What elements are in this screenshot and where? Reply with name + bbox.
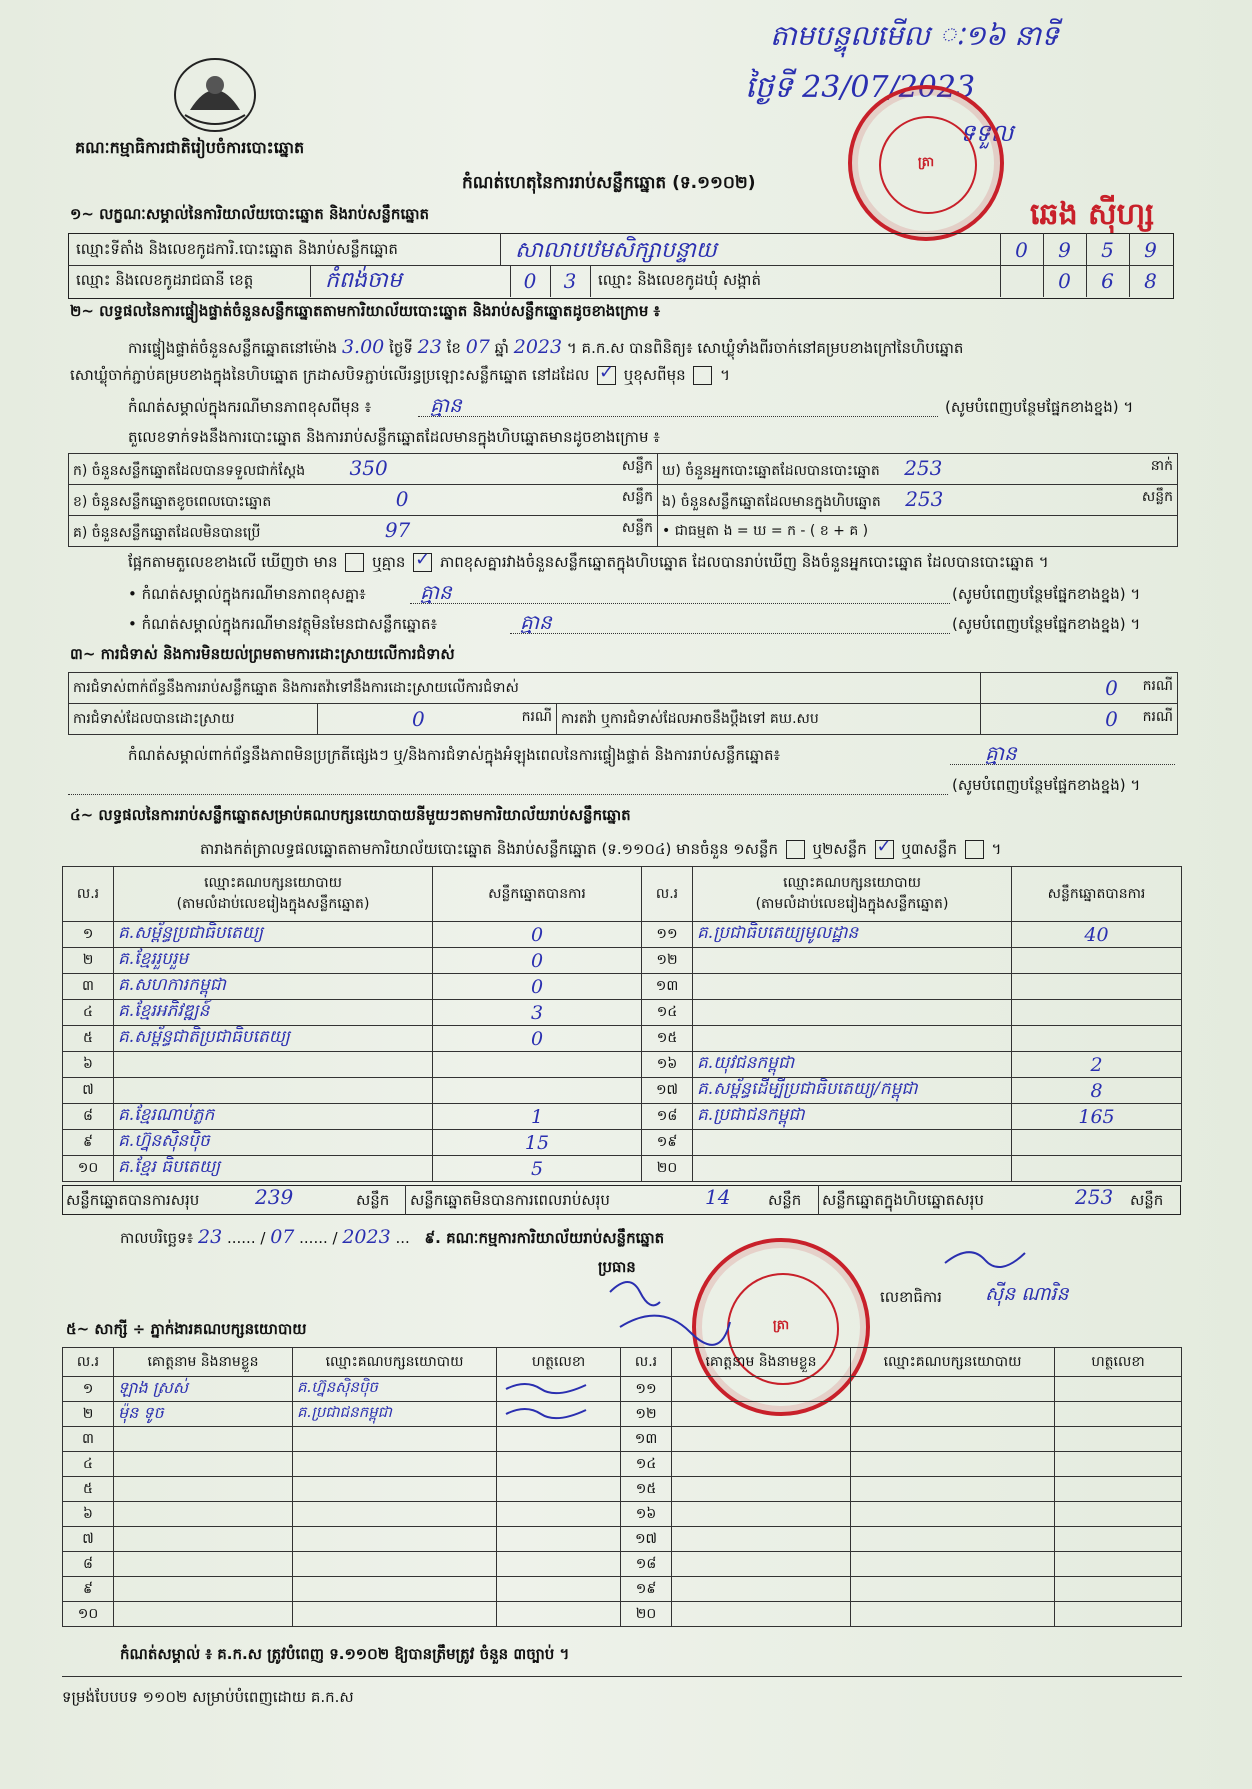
verify-line-2: សោឃ្លុំចាក់ភ្ជាប់គម្របខាងក្នុងនៃហិបឆ្នោត ក្រដាសបិទភ្ជាប់លើរន្ធប្រឡោះសន្លឹកឆ្នោត នៅដដែល ✓ ឬខុសពីមុន ។ <box>70 366 730 388</box>
section3-note-label: កំណត់សម្គាល់ពាក់ព័ន្ធនឹងភាពមិនប្រក្រតីផ្សេងៗ ឬ/និងការជំទាស់ក្នុងអំឡុងពេលនៃការផ្ទៀងផ្ទាត់ និងការរាប់សន្លឹកឆ្នោត៖ <box>128 746 781 764</box>
three-sheet-checkbox[interactable] <box>965 840 984 859</box>
table-cell <box>1055 1552 1182 1577</box>
table-cell <box>693 974 1012 1000</box>
table-row <box>63 1000 1182 1026</box>
table-cell <box>497 1502 621 1527</box>
table-cell <box>693 1130 1012 1156</box>
table-cell: ១២ <box>621 1402 672 1427</box>
table-cell: គ.ខ្មែរណាប់ភ្លក <box>114 1104 433 1130</box>
diff-line: ផ្អែកតាមតួលេខខាងលើ ឃើញថា មាន ឬគ្មាន ✓ ភាពខុសគ្នារវាងចំនួនសន្លឹកឆ្នោតក្នុងហិបឆ្នោត ដែលបានរាប់ឃើញ និងចំនួនអ្នកបោះឆ្នោត ដែលបានបោះឆ្នោត ។ <box>128 553 1049 575</box>
table-cell <box>672 1527 851 1552</box>
table-cell <box>1055 1427 1182 1452</box>
table-row <box>63 1104 1182 1130</box>
table-row <box>63 1452 1182 1477</box>
handwritten-red-name: ឆេង ស៊ីហ្ស <box>1030 197 1155 232</box>
table-row: គ) ចំនួនសន្លឹកឆ្នោតដែលមិនបានប្រើ 97 សន្លឹក • ជាធម្មតា ង = ឃ = ក - ( ខ + គ ) <box>69 516 1178 547</box>
fill-hint-4: (សូមបំពេញបន្ថែមផ្នែកខាងខ្នង) ។ <box>952 776 1141 794</box>
section4-heading: ៤~ លទ្ធផលនៃការរាប់សន្លឹកឆ្នោតសម្រាប់គណបក្សនយោបាយនីមួយៗតាមការិយាល័យរាប់សន្លឹកឆ្នោត <box>70 806 631 824</box>
table-row <box>63 1156 1182 1182</box>
date-month: 07 <box>270 1226 295 1248</box>
objection-resolved: 0 <box>412 707 425 731</box>
table-cell: គ.សម្ព័ន្ធដើម្បីប្រជាធិបតេយ្យ/កម្ពុជា <box>693 1078 1012 1104</box>
table-cell <box>672 1602 851 1627</box>
has-diff-checkbox[interactable] <box>345 553 364 572</box>
province-label: ឈ្មោះ និងលេខកូដរាជធានី ខេត្ត <box>76 271 254 289</box>
table-cell <box>497 1577 621 1602</box>
commune-code-2: 6 <box>1101 269 1114 293</box>
table-cell <box>114 1427 293 1452</box>
witness-table: ល.រ គោត្តនាម និងនាមខ្លួន ឈ្មោះគណបក្សនយោបាយ ហត្ថលេខា ល.រ គោត្តនាម និងនាមខ្លួន ឈ្មោះគណបក្សនយោបាយ ហត្ថលេខា ១ ឡាង ស្រស់ គ.ហ្វ៊ុនស៊ិនប៉ិច ១១ ២ ម៉ុន ទូច គ.ប្រជាជនកម្ពុជា ១២ ៣ ១៣ ៤ ១៤ ៥ ១៥ ៦ ១៦ ៧ ១៧ ៨ ១៨ ៩ ១៩ ១០ ២០ <box>62 1347 1182 1627</box>
table-cell <box>1012 974 1182 1000</box>
table-cell <box>114 1477 293 1502</box>
table-cell <box>114 1078 433 1104</box>
table-cell: គ.ហ្វ៊ុនស៊ិនប៉ិច <box>114 1130 433 1156</box>
table-cell <box>1012 948 1182 974</box>
table-cell <box>497 1377 621 1402</box>
station-code-4: 9 <box>1144 238 1157 262</box>
note2-value: គ្មាន <box>420 580 452 604</box>
table-cell <box>851 1527 1055 1552</box>
table-cell: ៥ <box>63 1477 114 1502</box>
document-page: គណៈកម្មាធិការជាតិរៀបចំការបោះឆ្នោត កំណត់ហេតុនៃការរាប់សន្លឹកឆ្នោត (ទ.១១០២) តាមបន្ទុលមើល ៈ១៦ នាទី ថ្ងៃទី 23/07/2023 ទទួល ត្រា ឆេង ស៊ីហ្ស ១~ លក្ខណៈសម្គាល់នៃការិយាល័យបោះឆ្នោត និងរាប់សន្លឹកឆ្នោត ឈ្មោះទីតាំង និងលេខកូដការិ.បោះឆ្នោត និងរាប់សន្លឹកឆ្នោត សាលាបឋមសិក្សាបន្ទាយ 0 9 5 9 ឈ្មោះ និងលេខកូដរាជធានី ខេត្ត កំពង់ចាម 0 3 ឈ្មោះ និងលេខកូដឃុំ សង្កាត់ 0 6 8 ២~ លទ្ធផលនៃការផ្ទៀងផ្ទាត់ចំនួនសន្លឹកឆ្នោតតាមការិយាល័យបោះឆ្នោត និងរាប់សន្លឹកឆ្នោតដូចខាងក្រោម ៖ ការផ្ទៀងផ្ទាត់ចំនួនសន្លឹកឆ្នោតនៅម៉ោង 3.00 ថ្ងៃទី 23 ខែ 07 ឆ្នាំ 2023 ។ គ.ក.ស បានពិនិត្យ៖ សោឃ្លុំទាំងពីរចាក់នៅគម្របខាងក្រៅនៃហិបឆ្នោត សោឃ្លុំចាក់ភ្ជាប់គម្របខាងក្នុងនៃហិបឆ្នោត ក្រដាសបិទភ្ជាប់លើរន្ធប្រឡោះសន្លឹកឆ្នោត នៅដដែល ✓ ឬខុសពីមុន ។ កំណត់សម្គាល់ក្នុងករណីមានភាពខុសពីមុន ៖ គ្មាន (សូមបំពេញបន្ថែមផ្នែកខាងខ្នង) ។ តួលេខទាក់ទងនឹងការបោះឆ្នោត និងការរាប់សន្លឹកឆ្នោតដែលមានក្នុងហិបឆ្នោតមានដូចខាងក្រោម ៖ ក) ចំនួនសន្លឹកឆ្នោតដែលបានទទួលជាក់ស្ដែង 350 សន្លឹក ឃ) ចំនួនអ្នកបោះឆ្នោតដែលបានបោះឆ្នោត 253 នាក់ ខ) ចំនួនសន្លឹកឆ្នោតខូចពេលបោះឆ្នោត 0 សន្លឹក ង) ចំនួនសន្លឹកឆ្នោតដែលមានក្នុងហិបឆ្នោត 253 សន្លឹក គ) ចំនួនសន្លឹកឆ្នោតដែលមិនបានប្រើ 97 សន្លឹក • ជាធម្មតា ង = ឃ = ក - ( ខ + គ ) ផ្អែកតាមតួលេខខាងលើ ឃើញថា មាន ឬគ្មាន ✓ ភាពខុសគ្នារវាងចំនួនសន្លឹកឆ្នោតក្នុងហិបឆ្នោត ដែលបានរាប់ឃើញ និងចំនួនអ្នកបោះឆ្នោត ដែលបានបោះឆ្នោត ។ • កំណត់សម្គាល់ក្នុងករណីមានភាពខុសគ្នា៖ គ្មាន (សូមបំពេញបន្ថែមផ្នែកខាងខ្នង) ។ • កំណត់សម្គាល់ក្នុងករណីមានវត្ថុមិនមែនជាសន្លឹកឆ្នោត៖ គ្មាន (សូមបំពេញបន្ថែមផ្នែកខាងខ្នង) ។ ៣~ ការជំទាស់ និងការមិនយល់ព្រមតាមការដោះស្រាយលើការជំទាស់ ការជំទាស់ពាក់ព័ន្ធនឹងការរាប់សន្លឹកឆ្នោត និងការតវ៉ាទៅនឹងការដោះស្រាយលើការជំទាស់ 0 ករណី ការជំទាស់ដែលបានដោះស្រាយ 0 ករណី ការតវ៉ា ឬការជំទាស់ដែលអាចនឹងប្ដឹងទៅ គឃ.សប 0 ករណី កំណត់សម្គាល់ពាក់ព័ន្ធនឹងភាពមិនប្រក្រតីផ្សេងៗ ឬ/និងការជំទាស់ក្នុងអំឡុងពេលនៃការផ្ទៀងផ្ទាត់ និងការរាប់សន្លឹកឆ្នោត៖ គ្មាន (សូមបំពេញបន្ថែមផ្នែកខាងខ្នង) ។ ៤~ លទ្ធផលនៃការរាប់សន្លឹកឆ្នោតសម្រាប់គណបក្សនយោបាយនីមួយៗតាមការិយាល័យរាប់សន្លឹកឆ្នោត តារាងកត់ត្រាលទ្ធផលឆ្នោតតាមការិយាល័យបោះឆ្នោត និងរាប់សន្លឹកឆ្នោត (ទ.១១០៤) មានចំនួន ១សន្លឹក ឬ២សន្លឹក ✓ ឬ៣សន្លឹក ។ ល.រ ឈ្មោះគណបក្សនយោបាយ (តាមលំដាប់លេខរៀងក្នុងសន្លឹកឆ្នោត) សន្លឹកឆ្នោតបានការ ល.រ ឈ្មោះគណបក្សនយោបាយ (តាមលំដាប់លេខរៀងក្នុងសន្លឹកឆ្នោត) សន្លឹកឆ្នោតបានការ ១ គ.សម្ព័ន្ធប្រជាធិបតេយ្យ 0 ១១ គ.ប្រជាធិបតេយ្យមូលដ្ឋាន 40 ២ គ.ខ្មែររួបរួម 0 ១២ ៣ គ.សហការកម្ពុជា 0 ១៣ ៤ គ.ខ្មែរអភិវឌ្ឍន៍ 3 ១៤ ៥ គ.សម្ព័ន្ធជាតិប្រជាធិបតេយ្យ 0 ១៥ ៦ ១៦ គ.យុវជនកម្ពុជា 2 ៧ ១៧ គ.សម្ព័ន្ធដើម្បីប្រជាធិបតេយ្យ/កម្ពុជា 8 ៨ គ.ខ្មែរណាប់ភ្លក 1 ១៨ គ.ប្រជាជនកម្ពុជា 165 ៩ គ.ហ្វ៊ុនស៊ិនប៉ិច 15 ១៩ ១០ គ.ខ្មែរ ធិបតេយ្យ 5 ២០ សន្លឹកឆ្នោតបានការសរុប 239 សន្លឹក សន្លឹកឆ្នោតមិនបានការពេលរាប់សរុប 14 សន្លឹក សន្លឹកឆ្នោតក្នុងហិបឆ្នោតសរុប 253 សន្លឹក កាលបរិច្ឆេទ៖ 23 ...... / 07 ...... / 2023 ... ៩. គណៈកម្មការការិយាល័យរាប់សន្លឹកឆ្នោត ត្រា ប្រធាន លេខាធិការ ស៊ីន ណារិន ៥~ សាក្សី ÷ ភ្នាក់ងារគណបក្សនយោបាយ ល.រ គោត្តនាម និងនាមខ្លួន ឈ្មោះគណបក្សនយោបាយ ហត្ថលេខា ល.រ គោត្តនាម និងនាមខ្លួន ឈ្មោះគណបក្សនយោបាយ ហត្ថលេខា ១ ឡាង ស្រស់ គ.ហ្វ៊ុនស៊ិនប៉ិច ១១ ២ ម៉ុន ទូច គ.ប្រជាជនកម្ពុជា ១២ ៣ ១៣ ៤ ១៤ ៥ ១៥ ៦ ១៦ ៧ ១៧ ៨ ១៨ ៩ ១៩ ១០ ២០ កំណត់សម្គាល់ ៖ គ.ក.ស ត្រូវបំពេញ ទ.១១០២ ឱ្យបានត្រឹមត្រូវ ចំនួន ៣ច្បាប់ ។ ទម្រង់បែបបទ ១១០២ សម្រាប់បំពេញដោយ គ.ក.ស <box>0 0 1252 1789</box>
table-cell: 165 <box>1012 1104 1182 1130</box>
table-cell <box>851 1552 1055 1577</box>
table-row <box>63 1026 1182 1052</box>
date-year: 2023 <box>342 1226 391 1248</box>
red-stamp-bottom: ត្រា <box>692 1238 870 1416</box>
table-cell: ៩ <box>63 1130 114 1156</box>
table-cell <box>851 1477 1055 1502</box>
table-cell: គ.ខ្មែររួបរួម <box>114 948 433 974</box>
table-row <box>63 1552 1182 1577</box>
table-cell: ៧ <box>63 1078 114 1104</box>
total-valid-value: 239 <box>255 1185 294 1209</box>
two-sheet-checkbox[interactable] <box>875 840 894 859</box>
table-row: ការជំទាស់ពាក់ព័ន្ធនឹងការរាប់សន្លឹកឆ្នោត និងការតវ៉ាទៅនឹងការដោះស្រាយលើការជំទាស់ 0 ករណី <box>69 673 1178 704</box>
footnote: កំណត់សម្គាល់ ៖ គ.ក.ស ត្រូវបំពេញ ទ.១១០២ ឱ្យបានត្រឹមត្រូវ ចំនួន ៣ច្បាប់ ។ <box>120 1645 570 1663</box>
table-cell <box>1012 1000 1182 1026</box>
total-invalid-label: សន្លឹកឆ្នោតមិនបានការពេលរាប់សរុប <box>410 1191 610 1209</box>
table-cell: ៣ <box>63 974 114 1000</box>
table-cell <box>1055 1577 1182 1602</box>
province-name: កំពង់ចាម <box>325 268 402 293</box>
secretary-name: ស៊ីន ណារិន <box>985 1283 1069 1305</box>
table-cell <box>1055 1452 1182 1477</box>
table-cell <box>293 1577 497 1602</box>
fill-hint-3: (សូមបំពេញបន្ថែមផ្នែកខាងខ្នង) ។ <box>952 615 1141 633</box>
table-cell: ៦ <box>63 1502 114 1527</box>
table-cell <box>293 1527 497 1552</box>
verify-line-1: ការផ្ទៀងផ្ទាត់ចំនួនសន្លឹកឆ្នោតនៅម៉ោង 3.00 ថ្ងៃទី 23 ខែ 07 ឆ្នាំ 2023 ។ គ.ក.ស បានពិនិត្យ៖ សោឃ្លុំទាំងពីរចាក់នៅគម្របខាងក្រៅនៃហិបឆ្នោត <box>128 336 964 358</box>
table-cell: ២ <box>63 948 114 974</box>
totals-row <box>62 1185 1181 1215</box>
party-results-table: ល.រ ឈ្មោះគណបក្សនយោបាយ (តាមលំដាប់លេខរៀងក្នុងសន្លឹកឆ្នោត) សន្លឹកឆ្នោតបានការ ល.រ ឈ្មោះគណបក្សនយោបាយ (តាមលំដាប់លេខរៀងក្នុងសន្លឹកឆ្នោត) សន្លឹកឆ្នោតបានការ ១ គ.សម្ព័ន្ធប្រជាធិបតេយ្យ 0 ១១ គ.ប្រជាធិបតេយ្យមូលដ្ឋាន 40 ២ គ.ខ្មែររួបរួម 0 ១២ ៣ គ.សហការកម្ពុជា 0 ១៣ ៤ គ.ខ្មែរអភិវឌ្ឍន៍ 3 ១៤ ៥ គ.សម្ព័ន្ធជាតិប្រជាធិបតេយ្យ 0 ១៥ ៦ ១៦ គ.យុវជនកម្ពុជា 2 ៧ ១៧ គ.សម្ព័ន្ធដើម្បីប្រជាធិបតេយ្យ/កម្ពុជា 8 ៨ គ.ខ្មែរណាប់ភ្លក 1 ១៨ គ.ប្រជាជនកម្ពុជា 165 ៩ គ.ហ្វ៊ុនស៊ិនប៉ិច 15 ១៩ ១០ គ.ខ្មែរ ធិបតេយ្យ 5 ២០ <box>62 866 1182 1182</box>
table-cell: គ.ហ្វ៊ុនស៊ិនប៉ិច <box>293 1377 497 1402</box>
table-row <box>63 1402 1182 1427</box>
table-cell: គ.ប្រជាជនកម្ពុជា <box>293 1402 497 1427</box>
table-cell: 0 <box>433 974 642 1000</box>
table-cell: គ.ប្រជាជនកម្ពុជា <box>693 1104 1012 1130</box>
table-cell: ៨ <box>63 1552 114 1577</box>
table-cell <box>1055 1527 1182 1552</box>
note3-label: • កំណត់សម្គាល់ក្នុងករណីមានវត្ថុមិនមែនជាសន្លឹកឆ្នោត៖ <box>128 615 438 633</box>
table-cell <box>1012 1156 1182 1182</box>
emblem-logo <box>170 55 260 135</box>
table-cell: ២០ <box>621 1602 672 1627</box>
table-cell <box>293 1552 497 1577</box>
table-row: ខ) ចំនួនសន្លឹកឆ្នោតខូចពេលបោះឆ្នោត 0 សន្លឹក ង) ចំនួនសន្លឹកឆ្នោតដែលមានក្នុងហិបឆ្នោត 253 សន្លឹក <box>69 485 1178 516</box>
table-cell <box>672 1477 851 1502</box>
table-cell <box>851 1502 1055 1527</box>
table-cell: ២០ <box>642 1156 693 1182</box>
red-stamp-top: ត្រា <box>848 85 1004 241</box>
table-cell: 15 <box>433 1130 642 1156</box>
table-row <box>63 1502 1182 1527</box>
table-cell <box>114 1502 293 1527</box>
witness-signature <box>501 1377 591 1397</box>
form-footer: ទម្រង់បែបបទ ១១០២ សម្រាប់បំពេញដោយ គ.ក.ស <box>62 1688 354 1706</box>
table-cell <box>114 1577 293 1602</box>
table-cell: ១៥ <box>621 1477 672 1502</box>
table-cell: គ.ប្រជាធិបតេយ្យមូលដ្ឋាន <box>693 922 1012 948</box>
table-cell <box>433 1052 642 1078</box>
table-row <box>63 1427 1182 1452</box>
total-box-label: សន្លឹកឆ្នោតក្នុងហិបឆ្នោតសរុប <box>822 1191 984 1209</box>
table-cell: 0 <box>433 948 642 974</box>
table-cell: 1 <box>433 1104 642 1130</box>
table-cell <box>1012 1026 1182 1052</box>
table-cell <box>114 1602 293 1627</box>
table-cell <box>497 1602 621 1627</box>
objection-appeal: 0 <box>1105 707 1118 731</box>
table-row <box>63 1602 1182 1627</box>
table-cell: ៥ <box>63 1026 114 1052</box>
station-code-1: 0 <box>1015 238 1028 262</box>
section3-note-value: គ្មាន <box>985 741 1017 765</box>
table-cell: 40 <box>1012 922 1182 948</box>
table-row <box>63 948 1182 974</box>
table-cell <box>114 1552 293 1577</box>
table-cell <box>114 1052 433 1078</box>
table-cell: ៨ <box>63 1104 114 1130</box>
table-row: ការជំទាស់ដែលបានដោះស្រាយ 0 ករណី ការតវ៉ា ឬការជំទាស់ដែលអាចនឹងប្ដឹងទៅ គឃ.សប 0 ករណី <box>69 704 1178 735</box>
section2-heading: ២~ លទ្ធផលនៃការផ្ទៀងផ្ទាត់ចំនួនសន្លឹកឆ្នោតតាមការិយាល័យបោះឆ្នោត និងរាប់សន្លឹកឆ្នោតដូចខាងក្រោម ៖ <box>70 302 661 320</box>
table-cell: ១២ <box>642 948 693 974</box>
verify-time: 3.00 <box>341 336 385 358</box>
table-cell <box>1012 1130 1182 1156</box>
chair-signature <box>600 1272 740 1352</box>
table-cell: 0 <box>433 1026 642 1052</box>
handwritten-note-2: ថ្ងៃទី 23/07/2023 <box>745 70 976 105</box>
table-cell <box>1055 1502 1182 1527</box>
handwritten-note-3: ទទួល <box>960 119 1014 147</box>
station-code-2: 9 <box>1058 238 1071 262</box>
table-cell: 8 <box>1012 1078 1182 1104</box>
table-cell <box>672 1377 851 1402</box>
table-cell: ៤ <box>63 1000 114 1026</box>
table-cell: ១៧ <box>621 1527 672 1552</box>
date-line: កាលបរិច្ឆេទ៖ 23 ...... / 07 ...... / 2023 ... ៩. គណៈកម្មការការិយាល័យរាប់សន្លឹកឆ្នោត <box>120 1226 665 1248</box>
table-cell <box>693 948 1012 974</box>
table-cell: ១៦ <box>642 1052 693 1078</box>
table-cell: ២ <box>63 1402 114 1427</box>
form-title: កំណត់ហេតុនៃការរាប់សន្លឹកឆ្នោត (ទ.១១០២) <box>462 173 756 193</box>
total-box-value: 253 <box>1075 1185 1114 1209</box>
table-row <box>63 1052 1182 1078</box>
station-name: សាលាបឋមសិក្សាបន្ទាយ <box>515 238 717 263</box>
note-different-value: គ្មាន <box>430 393 462 417</box>
table-cell <box>1055 1477 1182 1502</box>
table-cell: ១ <box>63 922 114 948</box>
table-cell <box>293 1452 497 1477</box>
table-cell <box>672 1402 851 1427</box>
station-code-3: 5 <box>1101 238 1114 262</box>
verify-day: 23 <box>417 336 442 358</box>
table-cell: ១៤ <box>621 1452 672 1477</box>
table-cell <box>293 1502 497 1527</box>
note2-label: • កំណត់សម្គាល់ក្នុងករណីមានភាពខុសគ្នា៖ <box>128 585 366 603</box>
table-cell <box>672 1502 851 1527</box>
secretary-label: លេខាធិការ <box>880 1288 942 1306</box>
handwritten-note-1: តាមបន្ទុលមើល ៈ១៦ នាទី <box>770 19 1059 52</box>
table-cell <box>1055 1402 1182 1427</box>
table-cell: ១៣ <box>621 1427 672 1452</box>
ballot-count-table <box>68 453 1178 547</box>
table-cell <box>433 1078 642 1104</box>
same-checkbox[interactable] <box>597 366 616 385</box>
table-cell: 3 <box>433 1000 642 1026</box>
commune-label: ឈ្មោះ និងលេខកូដឃុំ សង្កាត់ <box>598 271 761 289</box>
table-cell: គ.យុវជនកម្ពុជា <box>693 1052 1012 1078</box>
note-different-label: កំណត់សម្គាល់ក្នុងករណីមានភាពខុសពីមុន ៖ <box>128 398 372 416</box>
table-cell <box>114 1527 293 1552</box>
table-cell: គ.សម្ព័ន្ធជាតិប្រជាធិបតេយ្យ <box>114 1026 433 1052</box>
table-cell: គ.ខ្មែរ ធិបតេយ្យ <box>114 1156 433 1182</box>
table-cell <box>672 1427 851 1452</box>
table-cell <box>497 1527 621 1552</box>
table-cell: ១១ <box>642 922 693 948</box>
table-cell: ១៥ <box>642 1026 693 1052</box>
one-sheet-checkbox[interactable] <box>786 840 805 859</box>
total-invalid-value: 14 <box>705 1185 731 1209</box>
fill-hint-2: (សូមបំពេញបន្ថែមផ្នែកខាងខ្នង) ។ <box>952 585 1141 603</box>
table-row <box>63 974 1182 1000</box>
no-diff-checkbox[interactable] <box>413 553 432 572</box>
note3-value: គ្មាន <box>520 610 552 634</box>
section1-heading: ១~ លក្ខណៈសម្គាល់នៃការិយាល័យបោះឆ្នោត និងរាប់សន្លឹកឆ្នោត <box>70 205 430 223</box>
table-cell: ១៩ <box>642 1130 693 1156</box>
verify-month: 07 <box>465 336 490 358</box>
different-checkbox[interactable] <box>693 366 712 385</box>
table-cell <box>293 1602 497 1627</box>
table-cell: គ.សម្ព័ន្ធប្រជាធិបតេយ្យ <box>114 922 433 948</box>
table-cell <box>293 1477 497 1502</box>
table-cell: ១ <box>63 1377 114 1402</box>
table-cell: ១០ <box>63 1602 114 1627</box>
table-cell: ឡាង ស្រស់ <box>114 1377 293 1402</box>
objection-total: 0 <box>1105 676 1118 700</box>
table-cell: ៧ <box>63 1527 114 1552</box>
table-cell: ១៤ <box>642 1000 693 1026</box>
table-row <box>63 1078 1182 1104</box>
table-cell: ៦ <box>63 1052 114 1078</box>
secretary-signature <box>940 1238 1030 1278</box>
table-cell: គ.ខ្មែរអភិវឌ្ឍន៍ <box>114 1000 433 1026</box>
table-row <box>63 1527 1182 1552</box>
table-cell <box>1055 1377 1182 1402</box>
table-row <box>63 1477 1182 1502</box>
table-row <box>63 1577 1182 1602</box>
table-cell <box>114 1452 293 1477</box>
commune-code-3: 8 <box>1144 269 1157 293</box>
table-cell <box>497 1427 621 1452</box>
chair-label: ប្រធាន <box>598 1258 636 1276</box>
province-code-1: 0 <box>523 269 537 293</box>
table-cell: ១១ <box>621 1377 672 1402</box>
table-cell: 5 <box>433 1156 642 1182</box>
table-cell <box>1055 1602 1182 1627</box>
witness-signature <box>501 1402 591 1422</box>
table-cell <box>693 1000 1012 1026</box>
table-cell: ១០ <box>63 1156 114 1182</box>
table-cell: ១៨ <box>642 1104 693 1130</box>
table-cell: ១៨ <box>621 1552 672 1577</box>
table-cell: ១៩ <box>621 1577 672 1602</box>
province-code-2: 3 <box>563 269 577 293</box>
table-cell <box>851 1577 1055 1602</box>
table-cell <box>693 1026 1012 1052</box>
table-cell <box>497 1477 621 1502</box>
table-cell <box>693 1156 1012 1182</box>
table-cell <box>851 1452 1055 1477</box>
date-day: 23 <box>198 1226 223 1248</box>
total-valid-label: សន្លឹកឆ្នោតបានការសរុប <box>66 1191 200 1209</box>
table-row: ក) ចំនួនសន្លឹកឆ្នោតដែលបានទទួលជាក់ស្ដែង 350 សន្លឹក ឃ) ចំនួនអ្នកបោះឆ្នោតដែលបានបោះឆ្នោត 253 នាក់ <box>69 454 1178 485</box>
table-row <box>63 922 1182 948</box>
table-cell <box>672 1552 851 1577</box>
section3-heading: ៣~ ការជំទាស់ និងការមិនយល់ព្រមតាមការដោះស្រាយលើការជំទាស់ <box>70 645 455 663</box>
section5-heading: ៥~ សាក្សី ÷ ភ្នាក់ងារគណបក្សនយោបាយ <box>66 1320 307 1338</box>
section4-intro: តារាងកត់ត្រាលទ្ធផលឆ្នោតតាមការិយាល័យបោះឆ្នោត និងរាប់សន្លឹកឆ្នោត (ទ.១១០៤) មានចំនួន ១សន្លឹក ឬ២សន្លឹក ✓ ឬ៣សន្លឹក ។ <box>200 840 1001 862</box>
table-cell <box>851 1602 1055 1627</box>
section2-intro: តួលេខទាក់ទងនឹងការបោះឆ្នោត និងការរាប់សន្លឹកឆ្នោតដែលមានក្នុងហិបឆ្នោតមានដូចខាងក្រោម ៖ <box>128 428 660 446</box>
committee-name: គណៈកម្មាធិការជាតិរៀបចំការបោះឆ្នោត <box>75 138 305 157</box>
commune-code-1: 0 <box>1058 269 1071 293</box>
table-cell <box>672 1577 851 1602</box>
table-cell: ១៣ <box>642 974 693 1000</box>
table-cell: គ.សហការកម្ពុជា <box>114 974 433 1000</box>
table-cell <box>293 1427 497 1452</box>
table-cell: ៣ <box>63 1427 114 1452</box>
table-cell: ១៧ <box>642 1078 693 1104</box>
table-cell <box>497 1402 621 1427</box>
table-cell: 2 <box>1012 1052 1182 1078</box>
table-row <box>63 1377 1182 1402</box>
table-cell: ម៉ុន ទូច <box>114 1402 293 1427</box>
station-label: ឈ្មោះទីតាំង និងលេខកូដការិ.បោះឆ្នោត និងរាប់សន្លឹកឆ្នោត <box>76 240 398 258</box>
table-cell: ៩ <box>63 1577 114 1602</box>
table-cell: 0 <box>433 922 642 948</box>
table-cell <box>851 1377 1055 1402</box>
table-cell: ៤ <box>63 1452 114 1477</box>
fill-hint-1: (សូមបំពេញបន្ថែមផ្នែកខាងខ្នង) ។ <box>945 398 1134 416</box>
table-row <box>63 1130 1182 1156</box>
table-cell <box>672 1452 851 1477</box>
verify-year: 2023 <box>513 336 563 358</box>
table-cell <box>851 1402 1055 1427</box>
table-cell: ១៦ <box>621 1502 672 1527</box>
table-cell <box>497 1552 621 1577</box>
table-cell <box>497 1452 621 1477</box>
objection-table <box>68 672 1178 735</box>
table-cell <box>851 1427 1055 1452</box>
